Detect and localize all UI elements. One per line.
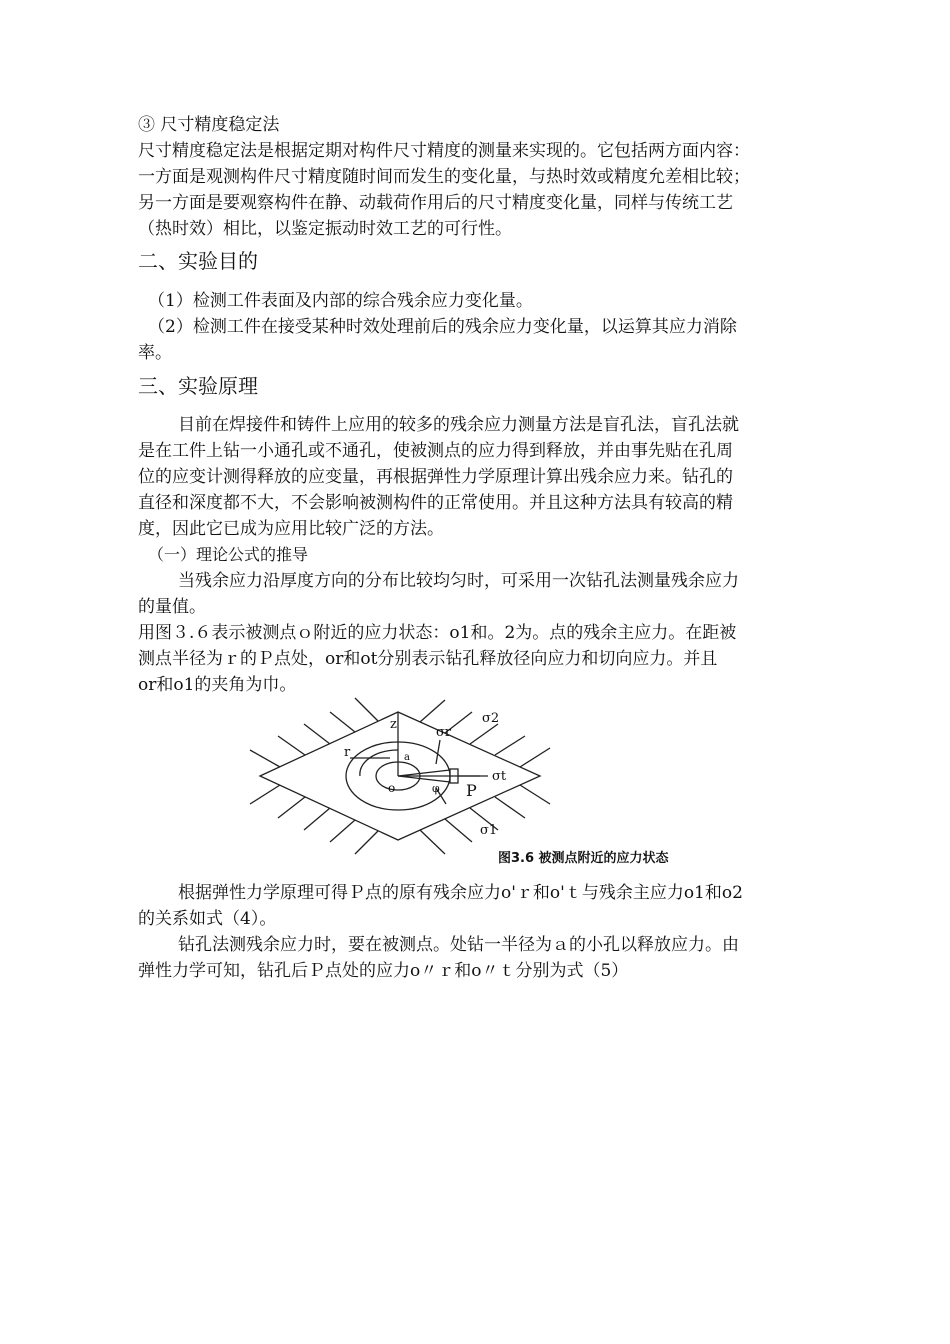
label-z: z [390, 717, 397, 732]
purpose-list [138, 288, 818, 366]
purpose-item: （1）检测工件表面及内部的综合残余应力变化量。 [148, 291, 533, 311]
purpose-item: （2）检测工件在接受某种时效处理前后的残余应力变化量，以运算其应力消除 [148, 317, 737, 337]
paragraph-line: 尺寸精度稳定法是根据定期对构件尺寸精度的测量来实现的。它包括两方面内容： [138, 141, 750, 161]
stress-state-figure [240, 684, 720, 874]
subsection-title: ③ 尺寸精度稳定法 [138, 115, 280, 135]
label-o: o [388, 781, 396, 795]
paragraph-line: 的量值。 [138, 597, 206, 617]
label-a: a [404, 752, 410, 763]
paragraph-line: 根据弹性力学原理可得Ｐ点的原有残余应力ο'ｒ和ο'ｔ与残余主应力ο1和ο2 [178, 883, 743, 903]
paragraph-line: （热时效）相比，以鉴定振动时效工艺的可行性。 [138, 219, 512, 239]
label-phi: φ [432, 782, 440, 795]
subsection-theory: （一）理论公式的推导 [148, 545, 309, 564]
paragraph-line: 一方面是观测构件尺寸精度随时间而发生的变化量，与热时效或精度允差相比较； [138, 167, 750, 187]
paragraph-line: or和ο1的夹角为巾。 [138, 675, 297, 695]
section-dimension-stability [138, 112, 818, 242]
label-r: r [344, 745, 351, 760]
paragraph-line: 弹性力学可知，钻孔后Ｐ点处的应力ο〃ｒ和ο〃ｔ分别为式（5） [138, 961, 629, 981]
label-p: P [466, 781, 477, 800]
paragraph-line: 测点半径为ｒ的Ｐ点处，or和ot分别表示钻孔释放径向应力和切向应力。并且 [138, 649, 718, 669]
paragraph-line: 是在工件上钻一小通孔或不通孔，使被测点的应力得到释放，并由事先贴在孔周 [138, 441, 733, 461]
after-figure-paragraph [138, 880, 818, 984]
paragraph-line: 的关系如式（4）。 [138, 909, 277, 929]
label-sigmar: σr [436, 725, 452, 740]
paragraph-line: 度，因此它已成为应用比较广泛的方法。 [138, 519, 444, 539]
figure-caption: 图3.6 被测点附近的应力状态 [498, 851, 669, 866]
paragraph-line: 目前在焊接件和铸件上应用的较多的残余应力测量方法是盲孔法，盲孔法就 [178, 415, 739, 435]
heading-purpose: 二、实验目的 [138, 249, 258, 273]
label-sigma1: σ1 [480, 823, 498, 838]
purpose-item: 率。 [138, 343, 172, 363]
paragraph-line: 用图３.６表示被测点ｏ附近的应力状态：ο1和。2为。点的残余主应力。在距被 [138, 623, 737, 643]
paragraph-line: 当残余应力沿厚度方向的分布比较均匀时，可采用一次钻孔法测量残余应力 [178, 571, 739, 591]
paragraph-line: 钻孔法测残余应力时，要在被测点。处钻一半径为ａ的小孔以释放应力。由 [178, 935, 739, 955]
paragraph-line: 另一方面是要观察构件在静、动载荷作用后的尺寸精度变化量，同样与传统工艺 [138, 193, 733, 213]
heading-principle: 三、实验原理 [138, 374, 258, 398]
label-sigma2: σ2 [482, 711, 500, 726]
paragraph-line: 直径和深度都不大，不会影响被测构件的正常使用。并且这种方法具有较高的精 [138, 493, 733, 513]
paragraph-line: 位的应变计测得释放的应变量，再根据弹性力学原理计算出残余应力来。钻孔的 [138, 467, 733, 487]
label-sigmat: σt [492, 769, 507, 784]
principle-paragraph [138, 412, 818, 698]
